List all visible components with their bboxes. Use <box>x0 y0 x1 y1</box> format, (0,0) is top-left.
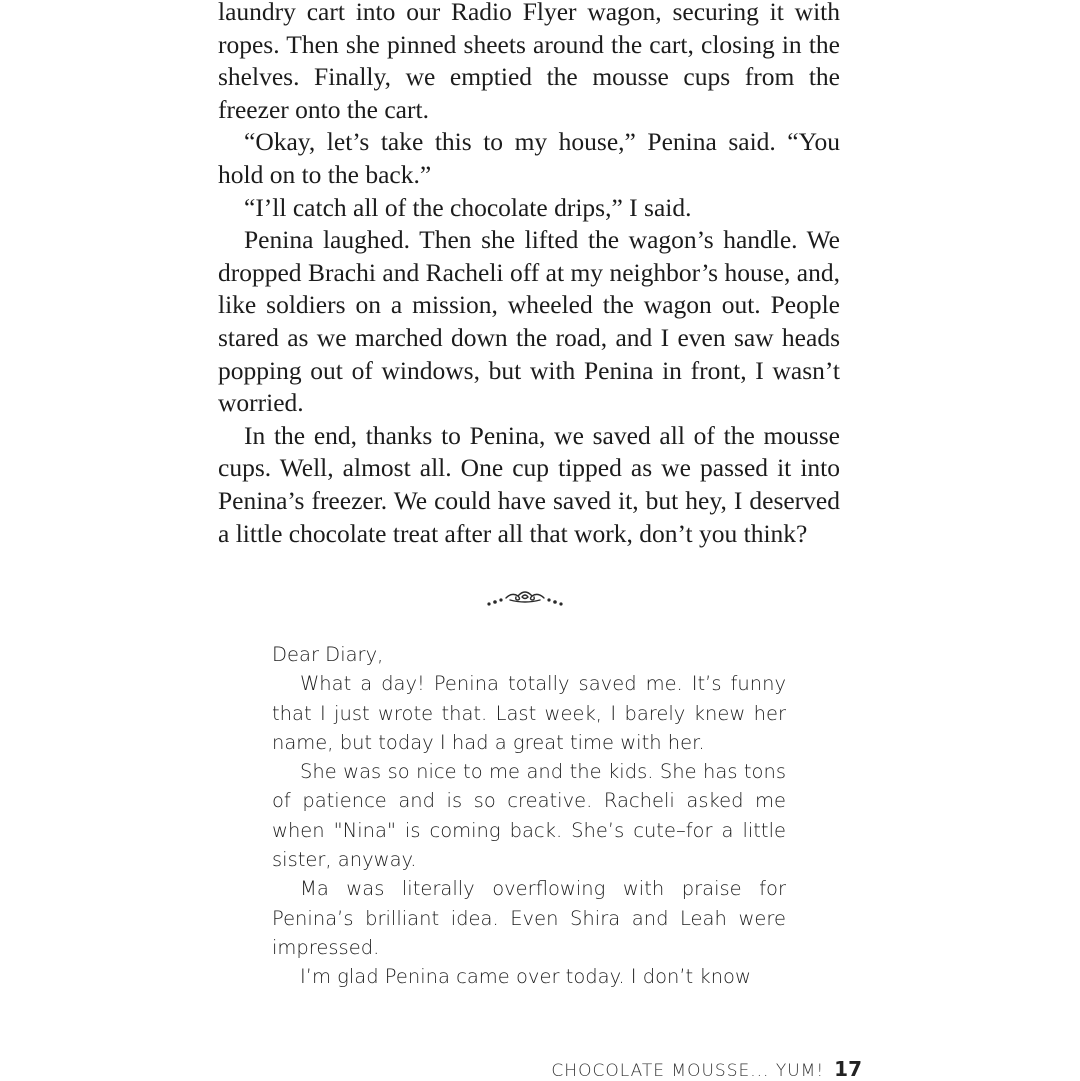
diary-paragraph-4: I’m glad Penina came over today. I don’t know <box>300 965 751 989</box>
diary-greeting: Dear Diary, <box>272 643 384 666</box>
diary-entry <box>272 640 786 992</box>
prose-paragraph-3: “I’ll catch all of the chocolate drips,” I said. <box>244 192 692 222</box>
running-footer <box>551 1057 862 1081</box>
running-title: CHOCOLATE MOUSSE... YUM! <box>551 1061 825 1081</box>
prose-text <box>218 0 840 550</box>
prose-paragraph-4: Penina laughed. Then she lifted the wagon’s handle. We dropped Brachi and Racheli off at my neighbor’s house, and, like soldiers on a mission, wheeled the wagon out. People stared as we marched down the road, and I even saw heads popping out of windows, but with Penina in front, I wasn’t worried. <box>218 225 840 418</box>
diary-paragraph-2: She was so nice to me and the kids. She has tons of patience and is so creative. Racheli asked me when "Nina" is coming back. She’s cute–for a little sister, anyway. <box>272 760 786 872</box>
page-number: 17 <box>834 1057 862 1081</box>
prose-paragraph-2: “Okay, let’s take this to my house,” Penina said. “You hold on to the back.” <box>218 127 840 189</box>
scroll-flourish-icon <box>480 584 570 610</box>
diary-paragraph-3: Ma was literally overflowing with praise for Penina’s brilliant idea. Even Shira and Leah were impressed. <box>272 877 786 959</box>
diary-paragraph-1: What a day! Penina totally saved me. It’s funny that I just wrote that. Last week, I barely knew her name, but today I had a great time with her. <box>272 672 786 754</box>
prose-paragraph-5: In the end, thanks to Penina, we saved all of the mousse cups. Well, almost all. One cup tipped as we passed it into Penina’s freezer. We could have saved it, but hey, I deserved a little chocolate treat after all that work, don’t you think? <box>218 420 840 548</box>
prose-paragraph-1: laundry cart into our Radio Flyer wagon, securing it with ropes. Then she pinned sheets around the cart, closing in the shelves. Finally, we emptied the mousse cups from the freezer onto the cart. <box>218 0 840 124</box>
